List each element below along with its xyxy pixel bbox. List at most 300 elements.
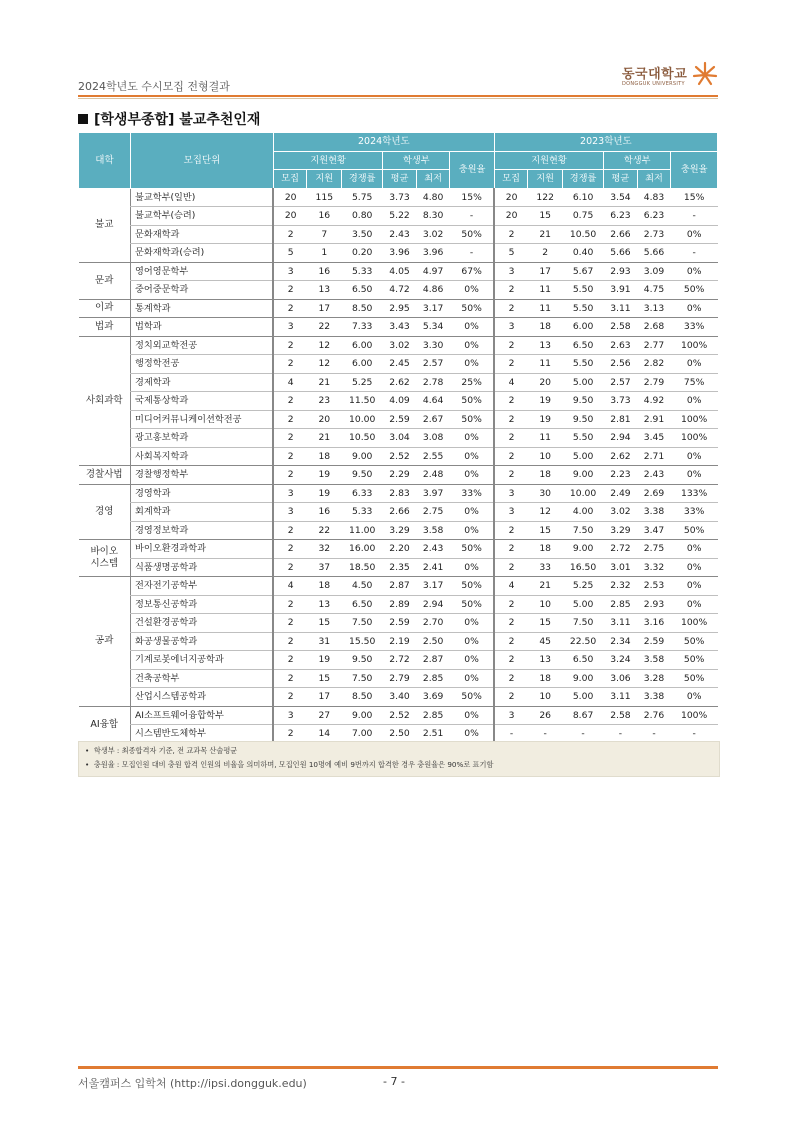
value-cell: 3.04 <box>383 429 417 448</box>
value-cell: 0% <box>671 392 718 411</box>
value-cell: 122 <box>528 188 563 207</box>
value-cell: 2.71 <box>637 447 671 466</box>
value-cell: 18 <box>307 577 342 596</box>
value-cell: 2.76 <box>637 706 671 725</box>
footer-rule <box>78 1066 718 1069</box>
table-row <box>79 207 718 226</box>
value-cell: 7 <box>307 225 342 244</box>
value-cell: 5.33 <box>342 503 383 522</box>
value-cell: 8.50 <box>342 688 383 707</box>
col-applied-2023: 지원 <box>528 170 563 189</box>
value-cell: 0% <box>671 447 718 466</box>
value-cell: 2.87 <box>416 651 450 670</box>
value-cell: 18.50 <box>342 558 383 577</box>
table-row <box>79 188 718 207</box>
value-cell: 9.50 <box>563 392 604 411</box>
value-cell: 18 <box>528 669 563 688</box>
unit-name-cell: 경영정보학과 <box>130 521 273 540</box>
value-cell: 3.17 <box>416 299 450 318</box>
value-cell: 2 <box>494 299 528 318</box>
value-cell: 0% <box>671 466 718 485</box>
value-cell: 5.75 <box>342 188 383 207</box>
value-cell: 75% <box>671 373 718 392</box>
university-logo <box>622 63 717 91</box>
unit-name-cell: 정보통신공학과 <box>130 595 273 614</box>
table-row <box>79 503 718 522</box>
value-cell: 2.70 <box>416 614 450 633</box>
college-cell: 법과 <box>79 318 131 337</box>
value-cell: 2.19 <box>383 632 417 651</box>
value-cell: 0% <box>671 540 718 559</box>
value-cell: 5 <box>273 244 307 263</box>
col-unit: 모집단위 <box>130 133 273 189</box>
note-item: • 충원율 : 모집인원 대비 충원 합격 인원의 비율을 의미하며, 모집인원 10명에 예비 9번까지 합격한 경우 충원율은 90%로 표기함 <box>85 760 494 769</box>
table-row <box>79 373 718 392</box>
value-cell: 11 <box>528 355 563 374</box>
value-cell: 3 <box>494 262 528 281</box>
unit-name-cell: 식품생명공학과 <box>130 558 273 577</box>
value-cell: 6.50 <box>342 595 383 614</box>
unit-name-cell: 화공생물공학과 <box>130 632 273 651</box>
value-cell: 2 <box>273 410 307 429</box>
unit-name-cell: 불교학부(일반) <box>130 188 273 207</box>
table-row <box>79 281 718 300</box>
value-cell: 5.50 <box>563 355 604 374</box>
college-cell: 문과 <box>79 262 131 299</box>
value-cell: 0% <box>450 706 494 725</box>
value-cell: 0.75 <box>563 207 604 226</box>
value-cell: 5.25 <box>563 577 604 596</box>
table-row <box>79 262 718 281</box>
table-row <box>79 558 718 577</box>
col-min-2024: 최저 <box>416 170 450 189</box>
table-row <box>79 336 718 355</box>
value-cell: 18 <box>528 318 563 337</box>
value-cell: 2.34 <box>604 632 638 651</box>
unit-name-cell: 정치외교학전공 <box>130 336 273 355</box>
value-cell: 20 <box>307 410 342 429</box>
value-cell: 3.73 <box>604 392 638 411</box>
value-cell: 6.00 <box>342 355 383 374</box>
value-cell: 10 <box>528 595 563 614</box>
value-cell: 0% <box>450 558 494 577</box>
value-cell: 3.29 <box>383 521 417 540</box>
value-cell: 19 <box>307 484 342 503</box>
value-cell: 15 <box>307 669 342 688</box>
value-cell: 0% <box>671 558 718 577</box>
college-cell: 경영 <box>79 484 131 540</box>
value-cell: 50% <box>671 632 718 651</box>
table-row <box>79 706 718 725</box>
table-row <box>79 577 718 596</box>
value-cell: 2.81 <box>604 410 638 429</box>
value-cell: 18 <box>307 447 342 466</box>
value-cell: 0.40 <box>563 244 604 263</box>
value-cell: 33% <box>671 318 718 337</box>
unit-name-cell: 시스템반도체학부 <box>130 725 273 744</box>
value-cell: 12 <box>528 503 563 522</box>
table-row <box>79 595 718 614</box>
col-college: 대학 <box>79 133 131 189</box>
value-cell: 3.11 <box>604 688 638 707</box>
value-cell: 2 <box>273 225 307 244</box>
value-cell: 19 <box>307 651 342 670</box>
value-cell: 4.83 <box>637 188 671 207</box>
value-cell: 50% <box>671 281 718 300</box>
value-cell: 5.50 <box>563 429 604 448</box>
value-cell: 7.50 <box>342 614 383 633</box>
value-cell: 20 <box>273 207 307 226</box>
value-cell: 16 <box>307 262 342 281</box>
col-avg-2024: 평균 <box>383 170 417 189</box>
unit-name-cell: 행정학전공 <box>130 355 273 374</box>
value-cell: 2 <box>494 392 528 411</box>
value-cell: 15% <box>450 188 494 207</box>
value-cell: 2.91 <box>637 410 671 429</box>
value-cell: 2.93 <box>604 262 638 281</box>
value-cell: 2 <box>494 355 528 374</box>
value-cell: 0% <box>450 614 494 633</box>
value-cell: 0% <box>450 669 494 688</box>
table-row <box>79 651 718 670</box>
value-cell: 2 <box>494 688 528 707</box>
value-cell: 3.16 <box>637 614 671 633</box>
value-cell: 2.66 <box>604 225 638 244</box>
value-cell: 2 <box>273 558 307 577</box>
value-cell: 50% <box>671 669 718 688</box>
value-cell: 3.58 <box>416 521 450 540</box>
value-cell: 2.52 <box>383 447 417 466</box>
value-cell: 2.66 <box>383 503 417 522</box>
college-cell: 경찰사법 <box>79 466 131 485</box>
value-cell: 4 <box>273 373 307 392</box>
value-cell: 2.78 <box>416 373 450 392</box>
section-title <box>78 109 260 129</box>
value-cell: 50% <box>450 392 494 411</box>
value-cell: 2.43 <box>416 540 450 559</box>
value-cell: 2 <box>494 336 528 355</box>
col-quota-2023: 모집 <box>494 170 528 189</box>
value-cell: 11.00 <box>342 521 383 540</box>
value-cell: 0% <box>671 355 718 374</box>
value-cell: 2.94 <box>416 595 450 614</box>
value-cell: 33% <box>671 503 718 522</box>
table-row <box>79 244 718 263</box>
value-cell: 2.75 <box>416 503 450 522</box>
logo-emblem-icon <box>692 61 718 87</box>
value-cell: 2.72 <box>383 651 417 670</box>
value-cell: 6.50 <box>342 281 383 300</box>
page-number: - 7 - <box>383 1075 405 1088</box>
value-cell: 17 <box>528 262 563 281</box>
value-cell: 3.06 <box>604 669 638 688</box>
col-record-2023: 학생부 <box>604 151 671 170</box>
table-body <box>79 188 718 743</box>
value-cell: 5.25 <box>342 373 383 392</box>
col-ratio-2023: 경쟁률 <box>563 170 604 189</box>
unit-name-cell: 법학과 <box>130 318 273 337</box>
footer-url: 서울캠퍼스 입학처 (http://ipsi.dongguk.edu) <box>78 1077 307 1090</box>
value-cell: 20 <box>494 188 528 207</box>
table-row <box>79 225 718 244</box>
value-cell: 15 <box>528 207 563 226</box>
value-cell: 9.50 <box>342 651 383 670</box>
value-cell: 2 <box>494 614 528 633</box>
col-min-2023: 최저 <box>637 170 671 189</box>
value-cell: 13 <box>307 281 342 300</box>
value-cell: 3 <box>494 706 528 725</box>
value-cell: 2.57 <box>416 355 450 374</box>
value-cell: 25% <box>450 373 494 392</box>
value-cell: 2 <box>494 447 528 466</box>
value-cell: 100% <box>671 410 718 429</box>
note-text: 학생부 : 최종합격자 기준, 전 교과목 산술평균 <box>93 746 238 755</box>
value-cell: 9.00 <box>563 669 604 688</box>
value-cell: 19 <box>307 466 342 485</box>
value-cell: 2 <box>494 632 528 651</box>
value-cell: 7.50 <box>563 521 604 540</box>
unit-name-cell: 미디어커뮤니케이션학전공 <box>130 410 273 429</box>
value-cell: 2 <box>494 466 528 485</box>
value-cell: 26 <box>528 706 563 725</box>
value-cell: 5.22 <box>383 207 417 226</box>
unit-name-cell: 광고홍보학과 <box>130 429 273 448</box>
value-cell: 4.80 <box>416 188 450 207</box>
value-cell: 22 <box>307 318 342 337</box>
value-cell: 18 <box>528 466 563 485</box>
value-cell: 2.89 <box>383 595 417 614</box>
value-cell: 13 <box>528 651 563 670</box>
value-cell: 17 <box>307 299 342 318</box>
unit-name-cell: 건설환경공학과 <box>130 614 273 633</box>
value-cell: 3 <box>273 706 307 725</box>
value-cell: 9.50 <box>563 410 604 429</box>
value-cell: 3 <box>273 503 307 522</box>
value-cell: 3.69 <box>416 688 450 707</box>
value-cell: 2.35 <box>383 558 417 577</box>
value-cell: 2 <box>273 336 307 355</box>
value-cell: 2 <box>273 688 307 707</box>
value-cell: 50% <box>450 577 494 596</box>
value-cell: 31 <box>307 632 342 651</box>
unit-name-cell: 국제통상학과 <box>130 392 273 411</box>
value-cell: 5.00 <box>563 373 604 392</box>
value-cell: 3.28 <box>637 669 671 688</box>
value-cell: 4.64 <box>416 392 450 411</box>
value-cell: 100% <box>671 614 718 633</box>
value-cell: 2.63 <box>604 336 638 355</box>
value-cell: 15.50 <box>342 632 383 651</box>
value-cell: 50% <box>450 688 494 707</box>
value-cell: 115 <box>307 188 342 207</box>
value-cell: 4.09 <box>383 392 417 411</box>
value-cell: 8.67 <box>563 706 604 725</box>
value-cell: 11 <box>528 299 563 318</box>
value-cell: 2.94 <box>604 429 638 448</box>
col-year-2024: 2024학년도 <box>273 133 494 152</box>
value-cell: 2 <box>273 725 307 744</box>
value-cell: 50% <box>671 651 718 670</box>
value-cell: 3.01 <box>604 558 638 577</box>
value-cell: 19 <box>528 410 563 429</box>
value-cell: 4.75 <box>637 281 671 300</box>
table-row <box>79 540 718 559</box>
value-cell: 20 <box>528 373 563 392</box>
value-cell: 2 <box>494 521 528 540</box>
unit-name-cell: 전자전기공학부 <box>130 577 273 596</box>
value-cell: 4 <box>494 373 528 392</box>
value-cell: 16.50 <box>563 558 604 577</box>
value-cell: 2 <box>273 651 307 670</box>
unit-name-cell: 영어영문학부 <box>130 262 273 281</box>
value-cell: 18 <box>528 540 563 559</box>
value-cell: 2 <box>273 281 307 300</box>
value-cell: 17 <box>307 688 342 707</box>
value-cell: 6.23 <box>604 207 638 226</box>
table-row <box>79 521 718 540</box>
unit-name-cell: 경영학과 <box>130 484 273 503</box>
value-cell: 50% <box>450 410 494 429</box>
value-cell: 2.93 <box>637 595 671 614</box>
value-cell: 3.54 <box>604 188 638 207</box>
value-cell: 2.85 <box>604 595 638 614</box>
unit-name-cell: 중어중문학과 <box>130 281 273 300</box>
value-cell: 0% <box>450 521 494 540</box>
value-cell: 16 <box>307 503 342 522</box>
value-cell: 6.50 <box>563 336 604 355</box>
table-row <box>79 632 718 651</box>
value-cell: 0% <box>671 262 718 281</box>
value-cell: 3.91 <box>604 281 638 300</box>
value-cell: 2 <box>494 225 528 244</box>
value-cell: 0% <box>671 299 718 318</box>
value-cell: 3.11 <box>604 299 638 318</box>
value-cell: 9.00 <box>342 706 383 725</box>
value-cell: 2.32 <box>604 577 638 596</box>
value-cell: 5.67 <box>563 262 604 281</box>
value-cell: - <box>528 725 563 744</box>
value-cell: 4.72 <box>383 281 417 300</box>
value-cell: 2 <box>528 244 563 263</box>
value-cell: 3.24 <box>604 651 638 670</box>
value-cell: 2.67 <box>416 410 450 429</box>
value-cell: - <box>604 725 638 744</box>
value-cell: 10 <box>528 447 563 466</box>
value-cell: 2.82 <box>637 355 671 374</box>
value-cell: 5.50 <box>563 281 604 300</box>
value-cell: 33% <box>450 484 494 503</box>
value-cell: 3.58 <box>637 651 671 670</box>
value-cell: 2 <box>273 595 307 614</box>
value-cell: 3.11 <box>604 614 638 633</box>
value-cell: - <box>671 244 718 263</box>
value-cell: 16.00 <box>342 540 383 559</box>
value-cell: 27 <box>307 706 342 725</box>
col-fill-rate-2023: 충원율 <box>671 151 718 188</box>
value-cell: 0.20 <box>342 244 383 263</box>
results-table <box>78 132 718 744</box>
value-cell: 0% <box>450 355 494 374</box>
value-cell: 2 <box>273 429 307 448</box>
unit-name-cell: 기계로봇에너지공학과 <box>130 651 273 670</box>
unit-name-cell: 바이오환경과학과 <box>130 540 273 559</box>
value-cell: 2 <box>494 429 528 448</box>
document-header-title: 2024학년도 수시모집 전형결과 <box>78 80 230 93</box>
value-cell: 9.00 <box>342 447 383 466</box>
value-cell: 3.96 <box>416 244 450 263</box>
value-cell: 3.45 <box>637 429 671 448</box>
table-row <box>79 688 718 707</box>
value-cell: 2 <box>273 669 307 688</box>
value-cell: 2.62 <box>604 447 638 466</box>
value-cell: 0% <box>671 577 718 596</box>
unit-name-cell: 경제학과 <box>130 373 273 392</box>
value-cell: 16 <box>307 207 342 226</box>
value-cell: 50% <box>450 225 494 244</box>
value-cell: 9.50 <box>342 466 383 485</box>
value-cell: 2 <box>273 540 307 559</box>
col-year-2023: 2023학년도 <box>494 133 717 152</box>
value-cell: 2 <box>494 595 528 614</box>
value-cell: 2.58 <box>604 318 638 337</box>
table-row <box>79 447 718 466</box>
value-cell: 4 <box>494 577 528 596</box>
value-cell: 100% <box>671 706 718 725</box>
value-cell: 4 <box>273 577 307 596</box>
value-cell: 10 <box>528 688 563 707</box>
value-cell: 7.00 <box>342 725 383 744</box>
value-cell: 2 <box>273 355 307 374</box>
value-cell: 8.50 <box>342 299 383 318</box>
value-cell: 4.00 <box>563 503 604 522</box>
value-cell: 3.02 <box>416 225 450 244</box>
value-cell: 9.00 <box>563 466 604 485</box>
value-cell: 2.50 <box>383 725 417 744</box>
value-cell: 6.33 <box>342 484 383 503</box>
value-cell: 5.00 <box>563 447 604 466</box>
notes-box <box>78 741 720 777</box>
value-cell: 2 <box>273 392 307 411</box>
value-cell: 2.59 <box>383 614 417 633</box>
value-cell: 8.30 <box>416 207 450 226</box>
value-cell: 2.50 <box>416 632 450 651</box>
value-cell: 3.73 <box>383 188 417 207</box>
value-cell: 2.51 <box>416 725 450 744</box>
value-cell: 6.10 <box>563 188 604 207</box>
value-cell: 3 <box>273 262 307 281</box>
value-cell: 2.79 <box>383 669 417 688</box>
value-cell: 50% <box>450 540 494 559</box>
value-cell: 2.69 <box>637 484 671 503</box>
value-cell: 2.57 <box>604 373 638 392</box>
value-cell: 4.92 <box>637 392 671 411</box>
value-cell: 3.08 <box>416 429 450 448</box>
value-cell: 5.50 <box>563 299 604 318</box>
value-cell: 7.33 <box>342 318 383 337</box>
value-cell: - <box>637 725 671 744</box>
value-cell: 2.29 <box>383 466 417 485</box>
logo-text-korean: 동국대학교 <box>622 67 688 82</box>
value-cell: 2 <box>273 521 307 540</box>
value-cell: 3.02 <box>383 336 417 355</box>
value-cell: - <box>671 207 718 226</box>
value-cell: 4.50 <box>342 577 383 596</box>
value-cell: 30 <box>528 484 563 503</box>
value-cell: 20 <box>494 207 528 226</box>
value-cell: 11.50 <box>342 392 383 411</box>
table-row <box>79 392 718 411</box>
value-cell: 9.00 <box>563 540 604 559</box>
